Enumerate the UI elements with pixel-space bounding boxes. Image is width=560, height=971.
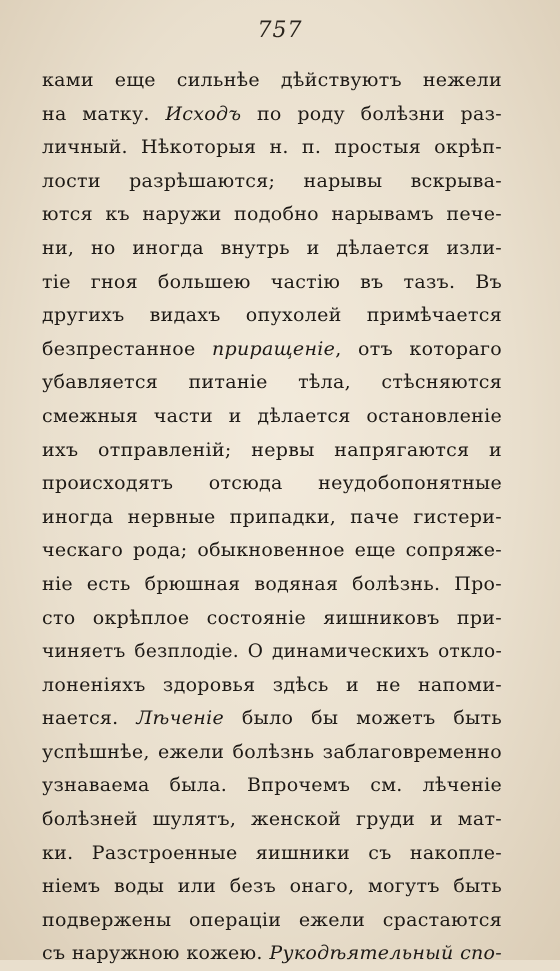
text-line [42, 333, 502, 367]
text-segment: узнаваема была. Впрочемъ см. лѣченіе [42, 774, 502, 797]
text-segment: , отъ котораго [335, 337, 502, 360]
text-line [42, 232, 502, 266]
text-line [42, 98, 502, 132]
text-segment: лости разрѣшаются; нарывы вскрыва- [42, 169, 502, 192]
italic-term: Рукодѣятельный спо- [269, 942, 502, 965]
text-line [42, 198, 502, 232]
text-line [42, 669, 502, 703]
text-line [42, 400, 502, 434]
text-line [42, 904, 502, 938]
text-line [42, 534, 502, 568]
text-line [42, 266, 502, 300]
text-line [42, 366, 502, 400]
text-segment: сто окрѣплое состояніе яишниковъ при- [42, 606, 502, 629]
text-segment: съ наружною кожею. [42, 942, 270, 965]
text-segment: на матку. [42, 102, 166, 125]
text-line [42, 501, 502, 535]
text-line [42, 837, 502, 871]
page-number: 757 [257, 18, 303, 43]
text-segment: смежныя части и дѣлается остановленіе [42, 404, 502, 427]
text-line [42, 602, 502, 636]
text-segment: личный. Нѣкоторыя н. п. простыя окрѣп- [42, 136, 502, 159]
text-segment: чиняетъ безплодіе. О динамическихъ откло- [42, 641, 502, 663]
text-segment: по роду болѣзни раз- [241, 102, 502, 125]
text-segment: было бы можетъ быть [224, 707, 502, 730]
text-segment: подвержены операціи ежели срастаются [42, 908, 502, 931]
text-line [42, 131, 502, 165]
text-segment: ются къ наружи подобно нарывамъ пече- [42, 203, 502, 226]
text-segment: лоненіяхъ здоровья здѣсь и не напоми- [42, 673, 502, 696]
text-segment: ческаго рода; обыкновенное еще сопряже- [42, 539, 502, 562]
italic-term: Исходъ [165, 102, 242, 125]
text-segment: тіе гноя большею частію въ тазъ. Въ [42, 270, 502, 293]
text-line [42, 165, 502, 199]
text-line [42, 568, 502, 602]
text-line [42, 635, 502, 669]
text-segment: ками еще сильнѣе дѣйствуютъ нежели [42, 69, 502, 91]
text-line [42, 702, 502, 736]
text-line [42, 870, 502, 904]
text-segment: ки. Разстроенные яишники съ накопле- [42, 841, 502, 864]
text-segment: происходятъ отсюда неудобопонятные [42, 472, 502, 495]
text-segment: иногда нервные припадки, паче гистери- [42, 505, 502, 528]
text-segment: убавляется питаніе тѣла, стѣсняются [42, 371, 502, 394]
text-segment: безпрестанное [42, 337, 212, 360]
text-line [42, 467, 502, 501]
text-line [42, 769, 502, 803]
text-segment: нается. [42, 707, 137, 730]
text-line [42, 736, 502, 770]
text-segment: успѣшнѣе, ежели болѣзнь заблаговременно [42, 740, 502, 763]
text-line [42, 434, 502, 468]
text-line [42, 64, 502, 98]
italic-term: Лѣченіе [136, 707, 225, 730]
text-segment: другихъ видахъ опухолей примѣчается [42, 304, 502, 327]
text-segment: ихъ отправленій; нервы напрягаются и [42, 438, 502, 461]
text-line [42, 299, 502, 333]
body-text [42, 64, 502, 971]
text-segment: болѣзней шулятъ, женской груди и мат- [42, 808, 502, 831]
text-segment: ніемъ воды или безъ онаго, могутъ быть [42, 875, 502, 898]
text-line [42, 937, 502, 971]
italic-term: приращеніе [211, 337, 336, 360]
text-line [42, 803, 502, 837]
text-segment: ніе есть брюшная водяная болѣзнь. Про- [42, 572, 502, 595]
text-segment: ни, но иногда внутрь и дѣлается изли- [42, 236, 502, 259]
